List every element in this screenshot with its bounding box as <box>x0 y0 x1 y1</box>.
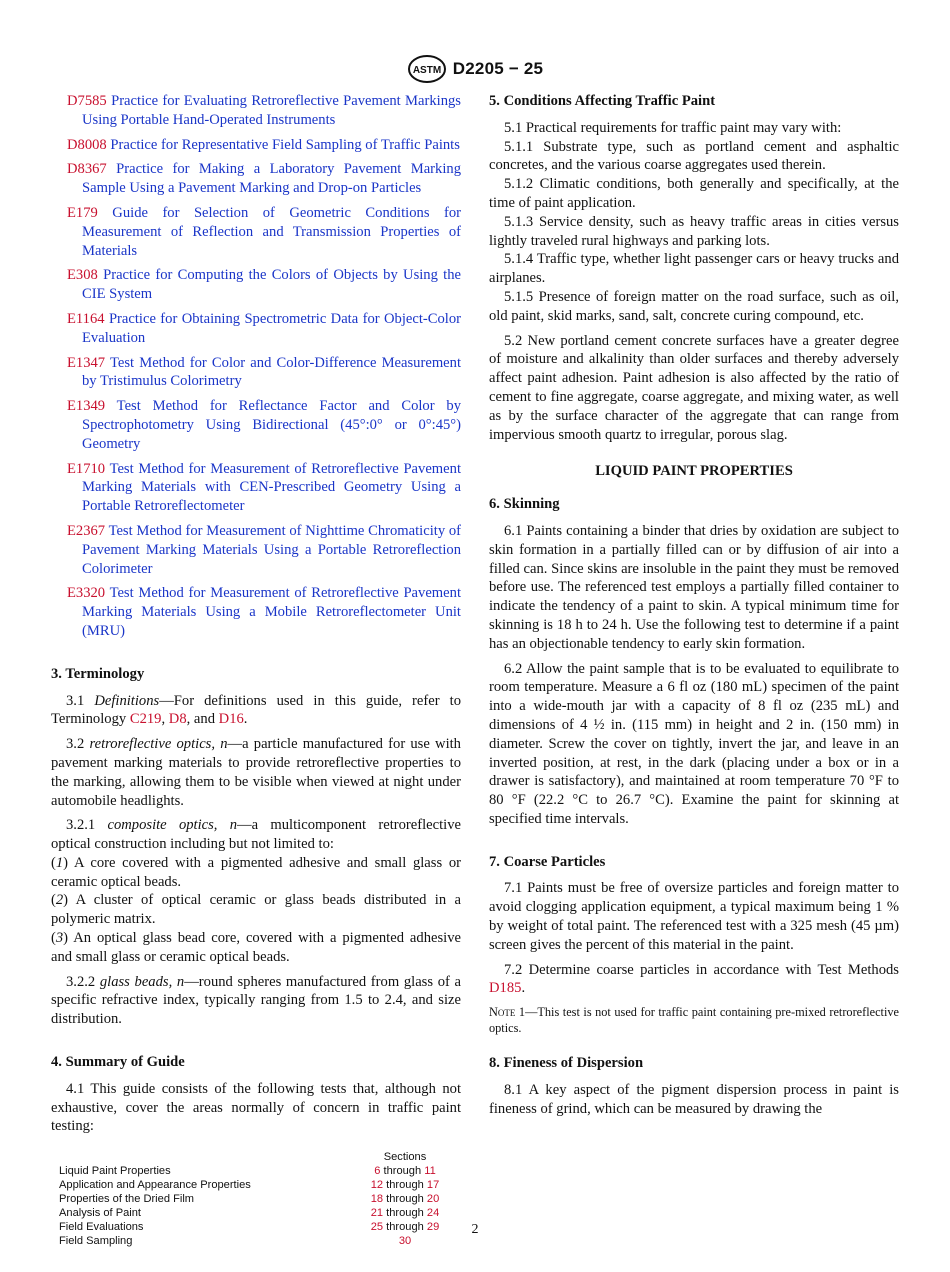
reference-code-link[interactable]: E1164 <box>67 310 105 327</box>
reference-code-link[interactable]: D7585 <box>67 93 107 109</box>
paragraph-5-1: 5.1 Practical requirements for traffic paint may vary with: <box>504 119 842 136</box>
section-link[interactable]: 12 <box>370 1179 384 1192</box>
reference-title-link[interactable]: Practice for Making a Laboratory Pavement Marking Sample Using a Pavement Marking and Drop-on Particles <box>82 161 461 197</box>
reference-code-link[interactable]: E3320 <box>67 585 106 602</box>
paragraph-5-2: 5.2 New portland cement concrete surfaces have a greater degree of moisture and alkalinity than older surfaces and thereby adversely affect paint adhesion. Paint adhesion is also affected by the ratio of cement to fine aggregate, coarse aggregate, and mixing water, as well as by the surface character of the aggregate that can range from impervious smooth quartz to irregular, porous slag. <box>489 332 899 443</box>
reference-item <box>51 160 461 198</box>
document-number: D2205 − 25 <box>452 59 544 78</box>
section-link[interactable]: 20 <box>426 1193 440 1206</box>
section-link[interactable]: 17 <box>426 1179 440 1192</box>
reference-item <box>51 354 461 392</box>
referenced-documents-list <box>51 92 461 641</box>
section-link[interactable]: 30 <box>398 1235 412 1248</box>
paragraph-4-1: 4.1 This guide consists of the following tests that, although not exhaustive, cover the areas normally of concern in traffic paint testing: <box>51 1080 461 1135</box>
paragraph-3-2: 3.2 retroreflective optics, n—a particle manufactured for use with pavement marking materials to provide retroreflective properties to the marking, allowing them to be visible when viewed at night under automobile headlights. <box>51 736 461 809</box>
ref-link-d185[interactable]: D185 <box>489 980 522 997</box>
section-heading-conditions: 5. Conditions Affecting Traffic Paint <box>489 93 716 109</box>
reference-code-link[interactable]: D8367 <box>67 161 107 178</box>
reference-code-link[interactable]: E1347 <box>67 354 106 371</box>
list-item: (3) An optical glass bead core, covered with a pigmented adhesive and small glass or ceramic optical beads. <box>51 930 461 965</box>
list-item: (1) A core covered with a pigmented adhesive and small glass or ceramic optical beads. <box>51 854 461 890</box>
part-heading-liquid-paint: LIQUID PAINT PROPERTIES <box>595 463 793 480</box>
reference-item <box>51 136 461 155</box>
reference-code-link[interactable]: E1710 <box>67 460 106 477</box>
section-heading-coarse-particles: 7. Coarse Particles <box>489 853 606 870</box>
reference-item <box>51 204 461 260</box>
reference-title-link[interactable]: Practice for Obtaining Spectrometric Data for Object-Color Evaluation <box>82 310 461 346</box>
reference-code-link[interactable]: E1349 <box>67 398 106 415</box>
paragraph-7-1: 7.1 Paints must be free of oversize particles and foreign matter to avoid clogging application equipment, a typical maximum being 1 % by weight of total paint. The referenced test with a 325 mesh (45 µm) screen gives the percent of this material in the paint. <box>489 880 899 953</box>
paragraph-8-1: 8.1 A key aspect of the pigment dispersion process in paint is fineness of grind, which can be measured by drawing the <box>489 1082 899 1117</box>
reference-code-link[interactable]: E2367 <box>67 522 106 539</box>
table-row: Field Sampling 30 <box>59 1235 412 1248</box>
reference-title-link[interactable]: Test Method for Reflectance Factor and Color by Spectrophotometry Using Bidirectional (45°:0° or 0°:45°) Geometry <box>82 398 461 452</box>
svg-text:ASTM: ASTM <box>412 65 441 76</box>
paragraph-6-2: 6.2 Allow the paint sample that is to be evaluated to equilibrate to room temperature. Measure a 6 fl oz (180 mL) specimen of the paint into a wide-mouth jar with a capacity of 8 fl oz (235 mL) and dimensions of 4 ½ in. (115 mm) in height and 2 in. (150 mm) in diameter. Screw the cover on tightly, invert the jar, and leave in an inverted position, at rest, in the dark (placing under a box or in a drawer is satisfactory), and maintained at room temperature 70 °F to 80 °F (22.2 °C to 26.7 °C). Examine the paint for skinning at specified time intervals. <box>489 660 899 827</box>
reference-title-link[interactable]: Test Method for Color and Color-Difference Measurement by Tristimulus Colorimetry <box>82 354 461 390</box>
paragraph-3-2-2: 3.2.2 glass beads, n—round spheres manufactured from glass of a specific refractive index, typically ranging from 1.5 to 2.4, and size distribution. <box>51 973 461 1028</box>
section-link[interactable]: 18 <box>370 1193 384 1206</box>
list-item: (2) A cluster of optical ceramic or glass beads distributed in a polymeric matrix. <box>51 892 461 928</box>
left-column <box>51 92 461 1248</box>
paragraph-5-1-3: 5.1.3 Service density, such as heavy traffic areas in cities versus lightly traveled rural highways and parking lots. <box>489 213 899 249</box>
reference-code-link[interactable]: E179 <box>67 204 98 221</box>
paragraph-3-1: 3.1 Definitions—For definitions used in this guide, refer to Terminology C219, D8, and D16. <box>51 692 461 728</box>
paragraph-7-2: 7.2 Determine coarse particles in accordance with Test Methods D185. <box>489 961 899 997</box>
section-link[interactable]: 21 <box>370 1207 384 1220</box>
reference-title-link[interactable]: Practice for Representative Field Sampling of Traffic Paints <box>110 136 460 153</box>
section-heading-summary: 4. Summary of Guide <box>51 1054 185 1071</box>
paragraph-5-1-4: 5.1.4 Traffic type, whether light passenger cars or heavy trucks and airplanes. <box>489 251 899 287</box>
reference-title-link[interactable]: Practice for Computing the Colors of Objects by Using the CIE System <box>82 267 461 303</box>
astm-logo-icon <box>407 54 447 84</box>
note-1: Note 1—This test is not used for traffic paint containing pre-mixed retroreflective optics. <box>489 1005 899 1036</box>
ref-link-d8[interactable]: D8 <box>168 711 187 728</box>
reference-item <box>51 310 461 348</box>
section-link[interactable]: 24 <box>426 1207 440 1220</box>
table-row: Properties of the Dried Film 18 through 20 <box>59 1193 440 1206</box>
paragraph-5-1-5: 5.1.5 Presence of foreign matter on the road surface, such as oil, old paint, skid marks, sand, salt, concrete curing compound, etc. <box>489 288 899 324</box>
paragraph-3-2-1: 3.2.1 composite optics, n—a multicomponent retroreflective optical construction including but not limited to: <box>51 817 461 853</box>
reference-title-link[interactable]: Guide for Selection of Geometric Conditions for Measurement of Reflection and Transmission Properties of Materials <box>82 204 461 259</box>
reference-item <box>51 522 461 578</box>
paragraph-5-1-1: 5.1.1 Substrate type, such as portland cement and asphaltic concretes, and the various coarse aggregates used therein. <box>489 138 899 174</box>
reference-title-link[interactable]: Practice for Evaluating Retroreflective Pavement Markings Using Portable Hand-Operated Instruments <box>82 93 461 128</box>
section-heading-fineness: 8. Fineness of Dispersion <box>489 1055 644 1072</box>
section-link[interactable]: 25 <box>370 1221 384 1234</box>
table-row: Application and Appearance Properties 12 through 17 <box>59 1179 440 1192</box>
reference-title-link[interactable]: Test Method for Measurement of Nighttime Chromaticity of Pavement Marking Materials Using a Portable Retroreflection Colorimeter <box>82 522 461 577</box>
reference-code-link[interactable]: E308 <box>67 267 98 284</box>
reference-item <box>51 460 461 516</box>
reference-item <box>51 397 461 453</box>
ref-link-d16[interactable]: D16 <box>218 711 244 728</box>
reference-code-link[interactable]: D8008 <box>67 136 107 153</box>
section-heading-skinning: 6. Skinning <box>489 496 560 513</box>
reference-item <box>51 92 461 130</box>
right-column <box>489 92 899 1125</box>
section-link[interactable]: 6 <box>374 1165 381 1178</box>
page-header <box>0 52 950 86</box>
page-number: 2 <box>471 1222 479 1237</box>
reference-title-link[interactable]: Test Method for Measurement of Retroreflective Pavement Marking Materials Using a Mobile Retroreflectometer Unit (MRU) <box>82 585 461 639</box>
table-row: Analysis of Paint 21 through 24 <box>59 1207 440 1220</box>
reference-item <box>51 584 461 640</box>
section-heading-terminology: 3. Terminology <box>51 665 145 682</box>
table-row: Field Evaluations 25 through 29 <box>59 1221 440 1234</box>
table-header: Sections <box>383 1151 427 1164</box>
section-link[interactable]: 29 <box>426 1221 440 1234</box>
reference-title-link[interactable]: Test Method for Measurement of Retroreflective Pavement Marking Materials with CEN-Prescribed Geometry Using a Portable Retroreflectometer <box>82 460 461 515</box>
paragraph-5-1-2: 5.1.2 Climatic conditions, both generally and specifically, at the time of paint application. <box>489 176 899 211</box>
paragraph-6-1: 6.1 Paints containing a binder that dries by oxidation are subject to skin formation in a partially filled can or by diffusion of air into a filled can. Since skins are insoluble in the paint they must be removed before use. The referenced test employs a partially filled container to indicate the tendency of a paint to skin. A typical minimum time for skinning is 18 h to 24 h. Use the following test to determine if a paint has an objectionable tendency to early skin formation. <box>489 522 899 652</box>
reference-item <box>51 266 461 304</box>
ref-link-c219[interactable]: C219 <box>129 711 162 728</box>
section-link[interactable]: 11 <box>424 1165 436 1178</box>
table-row: Liquid Paint Properties 6 through 11 <box>59 1165 436 1178</box>
